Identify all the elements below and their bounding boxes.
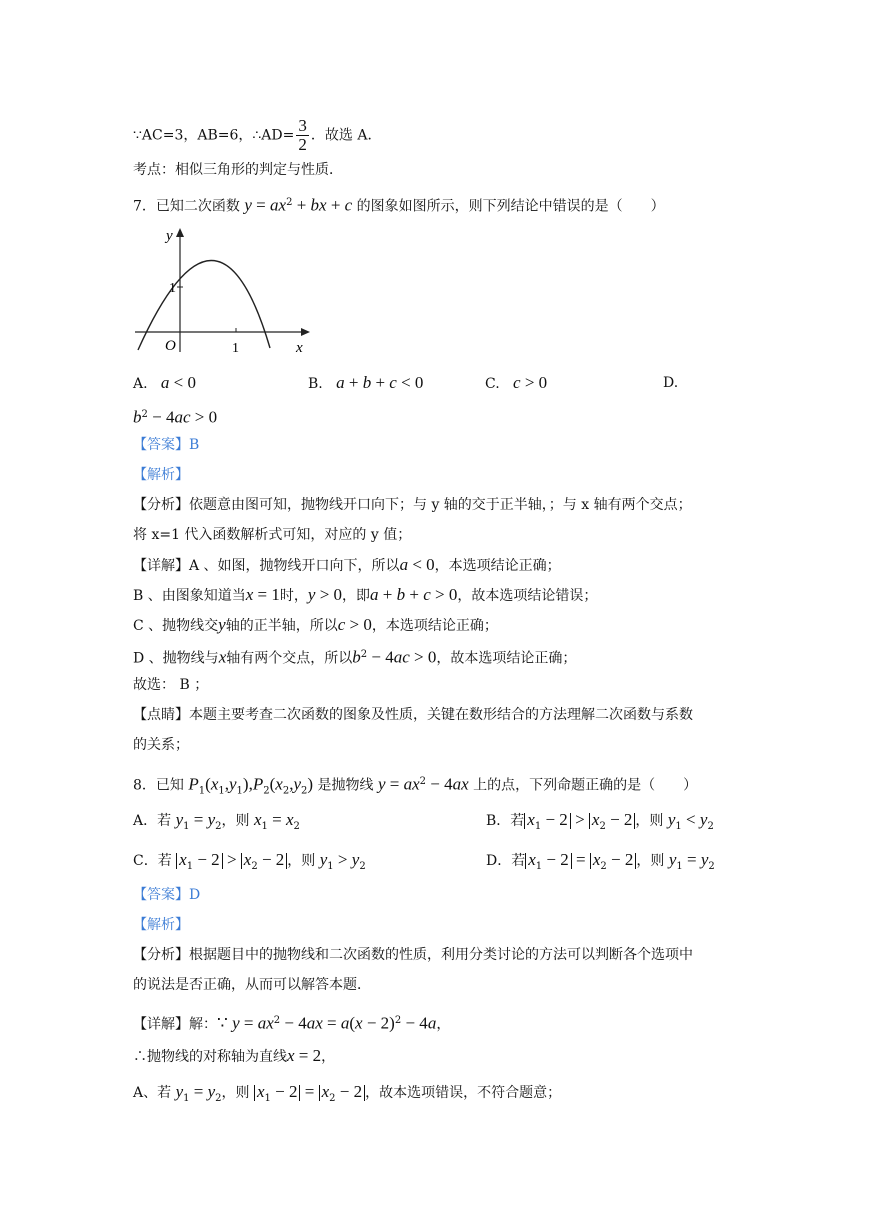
dianjing-7-line1: 【点睛】本题主要考查二次函数的图象及性质，关键在数形结合的方法理解二次函数与系数 (133, 707, 693, 723)
detail-7-c: C 、抛物线交y轴的正半轴，所以c > 0，本选项结论正确； (133, 615, 498, 634)
jiexi-8: 【解析】 (133, 917, 189, 933)
fenxi-7-line1: 【分析】依题意由图可知，抛物线开口向下；与 y 轴的交于正半轴，；与 x 轴有两个交点； (133, 497, 692, 513)
q7-option-b: B. a + b + c < 0 (308, 373, 424, 392)
parabola-graph (130, 222, 315, 357)
fraction-numerator: 3 (298, 116, 307, 135)
q8-option-a: A．若 $y_1 = y_2$，则 $x_1 = x_2$ (133, 810, 300, 832)
q7-option-d: D. (663, 375, 679, 391)
q7-option-d-formula: $b^2 - 4ac > 0$ (133, 407, 218, 427)
fenxi-8-line1: 【分析】根据题目中的抛物线和二次函数的性质，利用分类讨论的方法可以判断各个选项中 (133, 947, 693, 963)
axis-line: ∴抛物线的对称轴为直线x = 2， (133, 1046, 336, 1065)
kaodian-line: 考点：相似三角形的判定与性质． (133, 162, 343, 178)
formula: y (244, 195, 252, 215)
text-segment: 7．已知二次函数 (133, 198, 240, 215)
text-line (133, 117, 381, 154)
answer-7: 【答案】B (133, 437, 200, 453)
q8-option-b: B．若 $x_1 - 2 > x_2 - 2$ ，则 $y_1 < y_2$ (486, 810, 714, 832)
fraction-denominator: 2 (298, 135, 307, 154)
question-7: 7．已知二次函数 $y = ax^2$ + bx + c 的图象如图所示，则下列结论中错误的是（ ） (133, 195, 665, 215)
fenxi-7-line2: 将 x=1 代入函数解析式可知，对应的 y 值； (133, 527, 412, 543)
fenxi-8-line2: 的说法是否正确，从而可以解答本题． (133, 977, 371, 993)
question-8: 8．已知 $P_1(x_1,y_1),P_2(x_2,y_2)$ 是抛物线 $y = ax^2 - 4ax$ 上的点，下列命题正确的是（ ） (133, 774, 698, 797)
detail-7-d: D 、抛物线与x轴有两个交点，所以$b^2 - 4ac > 0$，故本选项结论正确； (133, 647, 577, 667)
detail-8-a: A、若 $y_1 = y_2$，则 $x_1 - 2 = x_2 - 2$ ，故本选项错误，不符合题意； (133, 1082, 562, 1104)
guxuan-7: 故选： B ； (133, 677, 209, 693)
fraction (296, 117, 309, 154)
y-tick-label: 1 (169, 281, 176, 296)
q8-option-d: D．若 $x_1 - 2 = x_2 - 2$ ，则 $y_1 = y_2$ (486, 850, 715, 872)
jiexi-7: 【解析】 (133, 467, 189, 483)
x-axis-label: x (296, 340, 303, 356)
dianjing-7-line2: 的关系； (133, 737, 189, 753)
text-segment: 的图象如图所示，则下列结论中错误的是（ ） (356, 198, 665, 215)
q7-option-a: A. a < 0 (133, 373, 197, 392)
q7-option-c: C. c > 0 (485, 373, 548, 392)
detail-7-b: B 、由图象知道当x = 1时，y > 0，即a + b + c > 0，故本选项结论错误； (133, 585, 598, 604)
answer-8: 【答案】D (133, 887, 201, 903)
q8-option-c: C．若 $x_1 - 2 > x_2 - 2$ ，则 $y_1 > y_2$ (133, 850, 366, 872)
x-tick-label: 1 (232, 341, 239, 356)
origin-label: O (165, 338, 176, 354)
y-axis-label: y (166, 228, 173, 244)
detail-8: 【详解】解：∵ $y = ax^2 - 4ax = a(x - 2)^2 - 4a$， (133, 1013, 451, 1033)
text-segment: ∵AC=3，AB=6，∴AD= (133, 127, 295, 144)
text-segment: ．故选 A． (310, 127, 382, 144)
detail-7-a: 【详解】A 、如图，抛物线开口向下，所以a < 0，本选项结论正确； (133, 555, 561, 574)
